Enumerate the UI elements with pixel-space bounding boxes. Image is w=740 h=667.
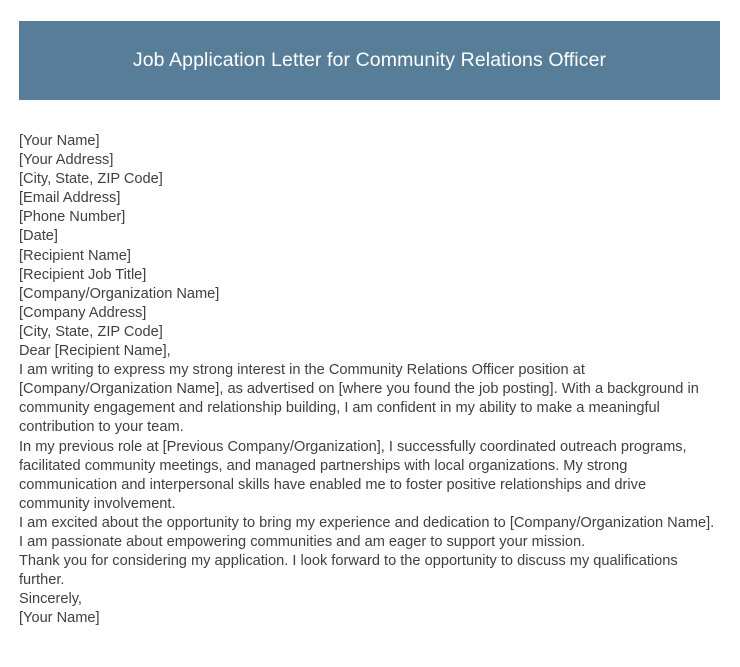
letter-line-company-city: [City, State, ZIP Code] (19, 323, 163, 340)
letter-paragraph-experience: In my previous role at [Previous Company/Organization], I successfully coordinated outreach programs, facilitated community meetings, and managed partnerships with local organizations. My strong communication and interpersonal skills have enabled me to foster positive relationships and drive community involvement. (19, 438, 687, 512)
page-title: Job Application Letter for Community Relations Officer (132, 48, 607, 71)
letter-line-signature-name: [Your Name] (19, 610, 100, 627)
letter-line-company-name: [Company/Organization Name] (19, 285, 220, 302)
letter-line-sender-address: [Your Address] (19, 152, 114, 169)
letter-line-sender-name: [Your Name] (19, 133, 100, 149)
letter-line-sender-email: [Email Address] (19, 190, 121, 207)
letter-line-date: [Date] (19, 228, 58, 245)
letter-body (19, 132, 717, 628)
document-header-band (19, 21, 720, 100)
letter-line-salutation: Dear [Recipient Name], (19, 343, 171, 360)
letter-paragraph-motivation: I am excited about the opportunity to bring my experience and dedication to [Company/Organization Name]. I am passionate about empowering communities and am eager to support your mission. (19, 514, 715, 550)
letter-line-recipient-title: [Recipient Job Title] (19, 266, 147, 283)
letter-paragraph-intro: I am writing to express my strong interest in the Community Relations Officer position at [Company/Organization Name], as advertised on [where you found the job posting]. With a background in community engagement and relationship building, I am confident in my ability to make a meaningful contribution to your team. (19, 362, 699, 436)
letter-line-company-address: [Company Address] (19, 304, 147, 321)
letter-line-signoff: Sincerely, (19, 591, 82, 608)
letter-line-sender-phone: [Phone Number] (19, 209, 126, 226)
letter-line-sender-city: [City, State, ZIP Code] (19, 171, 163, 188)
letter-paragraph-closing: Thank you for considering my application. I look forward to the opportunity to discuss my qualifications further. (19, 553, 678, 589)
letter-line-recipient-name: [Recipient Name] (19, 247, 131, 264)
